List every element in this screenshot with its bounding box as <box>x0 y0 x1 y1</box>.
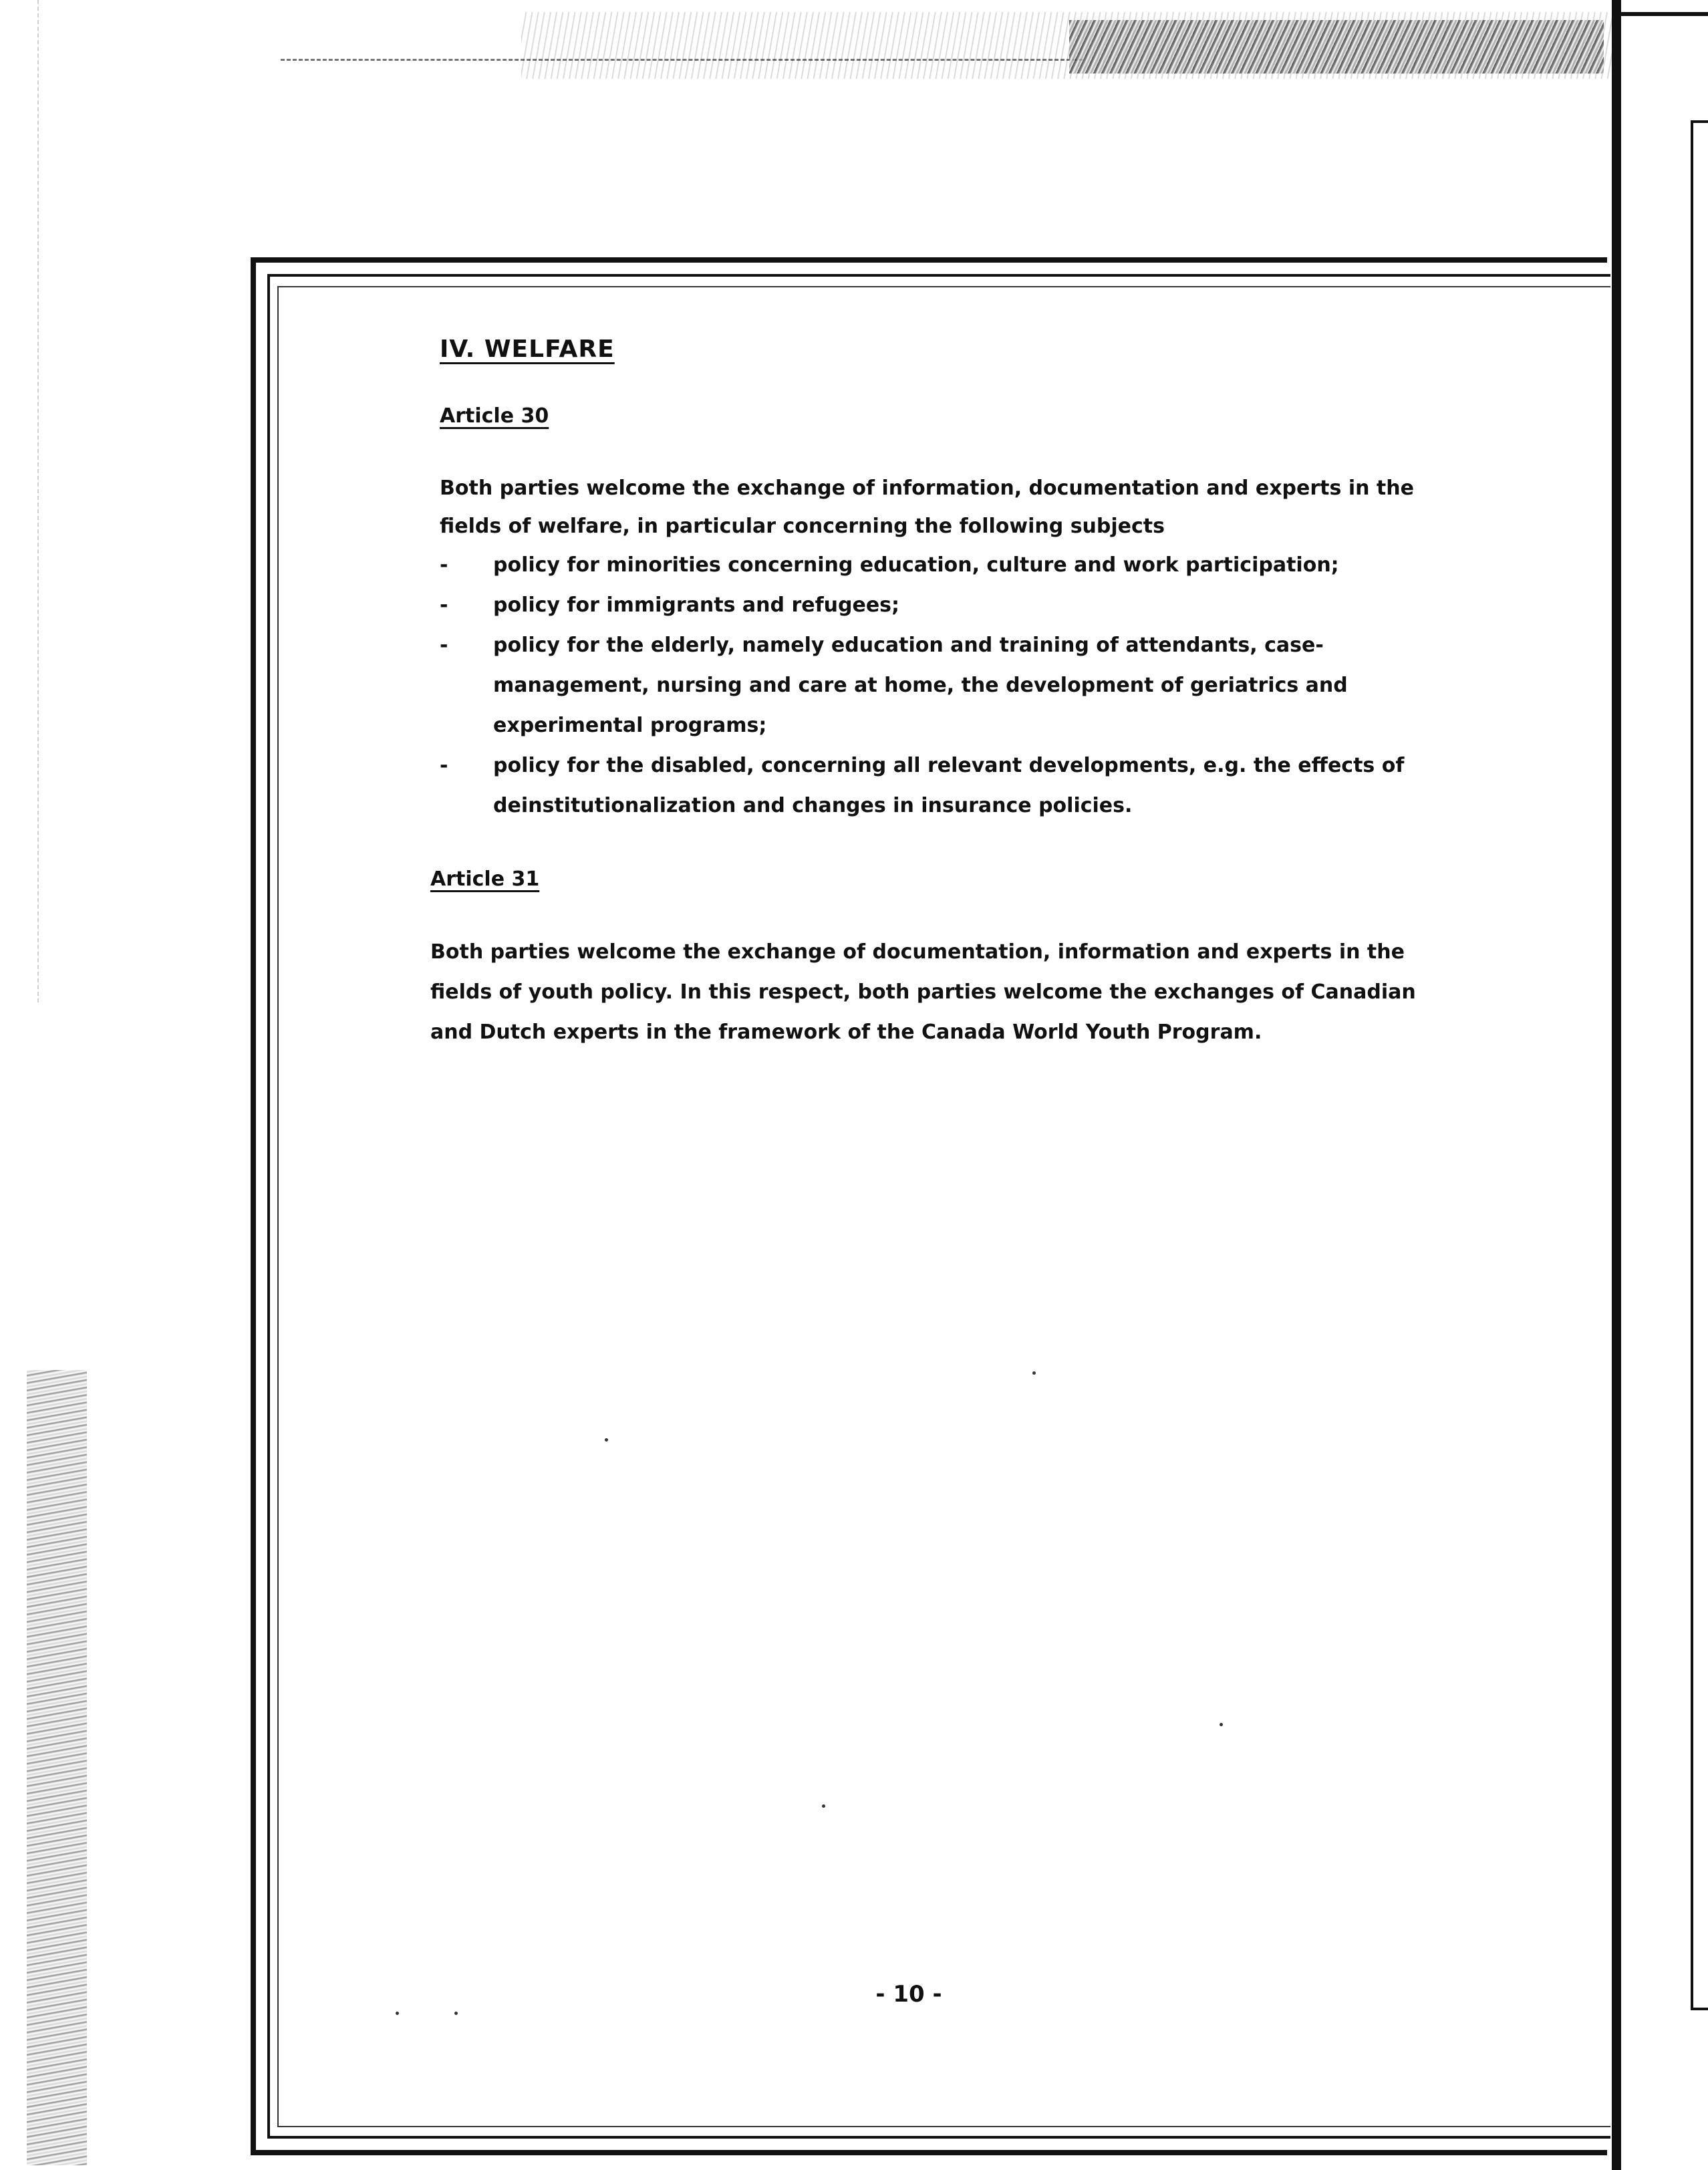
list-item-text: policy for immigrants and refugees; <box>493 593 900 617</box>
section-heading: IV. WELFARE <box>440 335 615 363</box>
list-item-text: policy for the disabled, concerning all relevant developments, e.g. the effects of deinstitutionalization and changes in insurance policies. <box>493 754 1405 817</box>
scan-speck <box>454 2012 458 2015</box>
scan-right-top-edge <box>1621 12 1708 16</box>
list-item <box>440 585 1469 626</box>
article-31-text: Both parties welcome the exchange of documentation, information and experts in the fields of youth policy. In this respect, both parties welcome the exchanges of Canadian and Dutch experts in the framework of the Canada World Youth Program. <box>430 940 1416 1044</box>
scan-speck <box>605 1438 608 1442</box>
scan-speck <box>822 1804 825 1808</box>
scan-speck <box>1032 1371 1036 1375</box>
article-31-title: Article 31 <box>430 867 540 891</box>
bullet-dash: - <box>440 553 448 577</box>
scan-dark-smudge <box>1069 20 1604 74</box>
scan-left-edge-noise <box>27 1370 87 2165</box>
list-item-text: policy for the elderly, namely education and training of attendants, case-management, nursing and care at home, the development of geriatrics and experimental programs; <box>493 634 1348 737</box>
document-body <box>428 321 1470 1053</box>
list-item <box>440 626 1469 746</box>
scan-right-bracket <box>1691 120 1708 2010</box>
article-30-intro: Both parties welcome the exchange of information, documentation and experts in the fields of welfare, in particular concerning the following subjects <box>440 477 1414 538</box>
scan-speck <box>396 2012 399 2015</box>
bullet-dash: - <box>440 593 448 617</box>
scan-speck <box>1220 1723 1223 1726</box>
bullet-dash: - <box>440 754 448 777</box>
list-item-text: policy for minorities concerning education, culture and work participation; <box>493 553 1339 577</box>
article-30-list <box>428 545 1470 826</box>
page-number: - 10 - <box>875 1981 942 2008</box>
article-30-title: Article 30 <box>440 404 549 428</box>
scan-right-edge-bar <box>1612 0 1621 2170</box>
list-item <box>440 746 1469 826</box>
scan-edge-dashes <box>37 0 39 1002</box>
list-item <box>440 545 1469 585</box>
bullet-dash: - <box>440 634 448 657</box>
